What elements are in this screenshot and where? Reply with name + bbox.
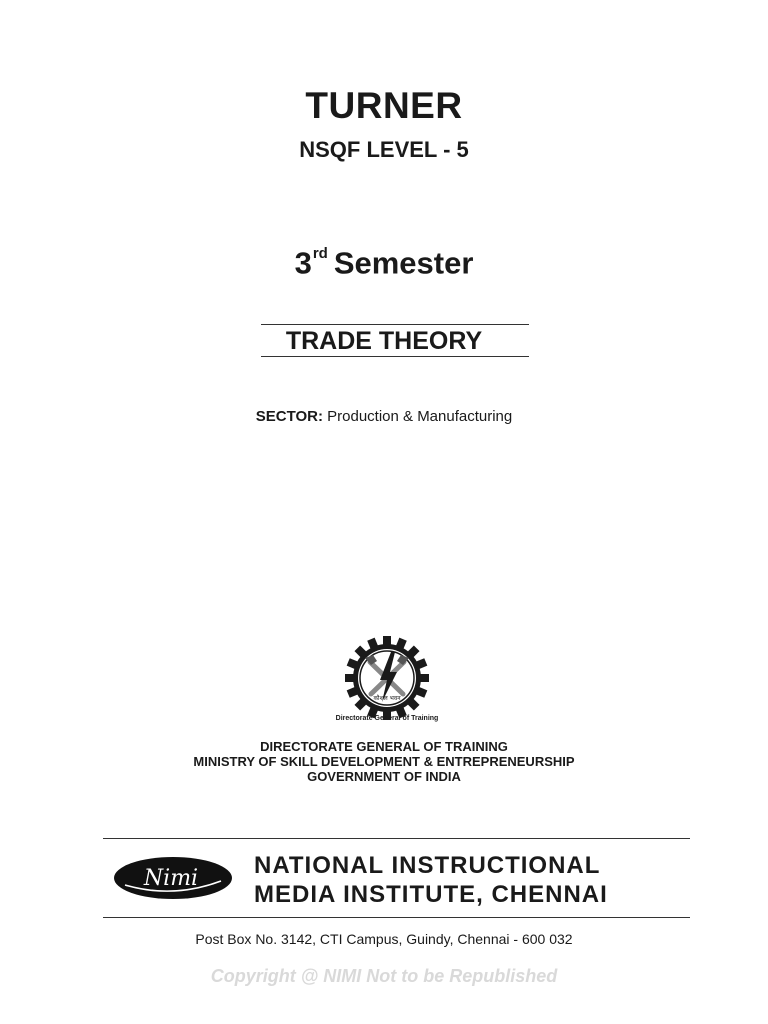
semester-label: Semester [333, 245, 474, 281]
semester-heading [0, 238, 768, 283]
sector-line [0, 407, 768, 427]
nimi-logo [113, 855, 233, 901]
publisher-rule-bottom [103, 917, 690, 918]
publisher-name-line-2: MEDIA INSTITUTE, CHENNAI [254, 881, 608, 908]
subject-title: TRADE THEORY [285, 327, 483, 355]
issuer-line-3: GOVERNMENT OF INDIA [307, 769, 461, 784]
issuer-line-1: DIRECTORATE GENERAL OF TRAINING [260, 739, 508, 754]
emblem-caption: Directorate General of Training [335, 715, 439, 722]
subject-rule-bottom [261, 356, 529, 357]
sector-label: SECTOR: [255, 408, 323, 425]
semester-number: 3 [294, 245, 312, 281]
emblem-hindi-text: कौशल भवन [373, 695, 401, 702]
dgt-gear-emblem-icon [345, 636, 429, 720]
publisher-rule-top [103, 838, 690, 839]
copyright-watermark: Copyright @ NIMI Not to be Republished [210, 966, 558, 986]
publisher-name [254, 851, 608, 909]
nimi-logo-text: Nimi [143, 866, 199, 891]
book-title: TURNER [305, 85, 463, 126]
publisher-name-line-1: NATIONAL INSTRUCTIONAL [254, 852, 601, 879]
sector-value: Production & Manufacturing [327, 408, 513, 425]
issuer-line-2: MINISTRY OF SKILL DEVELOPMENT & ENTREPRENEURSHIP [193, 754, 575, 769]
issuer-block [0, 739, 768, 784]
publisher-address: Post Box No. 3142, CTI Campus, Guindy, Chennai - 600 032 [195, 931, 573, 947]
semester-suffix: rd [312, 245, 328, 262]
nsqf-level: NSQF LEVEL - 5 [299, 137, 469, 162]
